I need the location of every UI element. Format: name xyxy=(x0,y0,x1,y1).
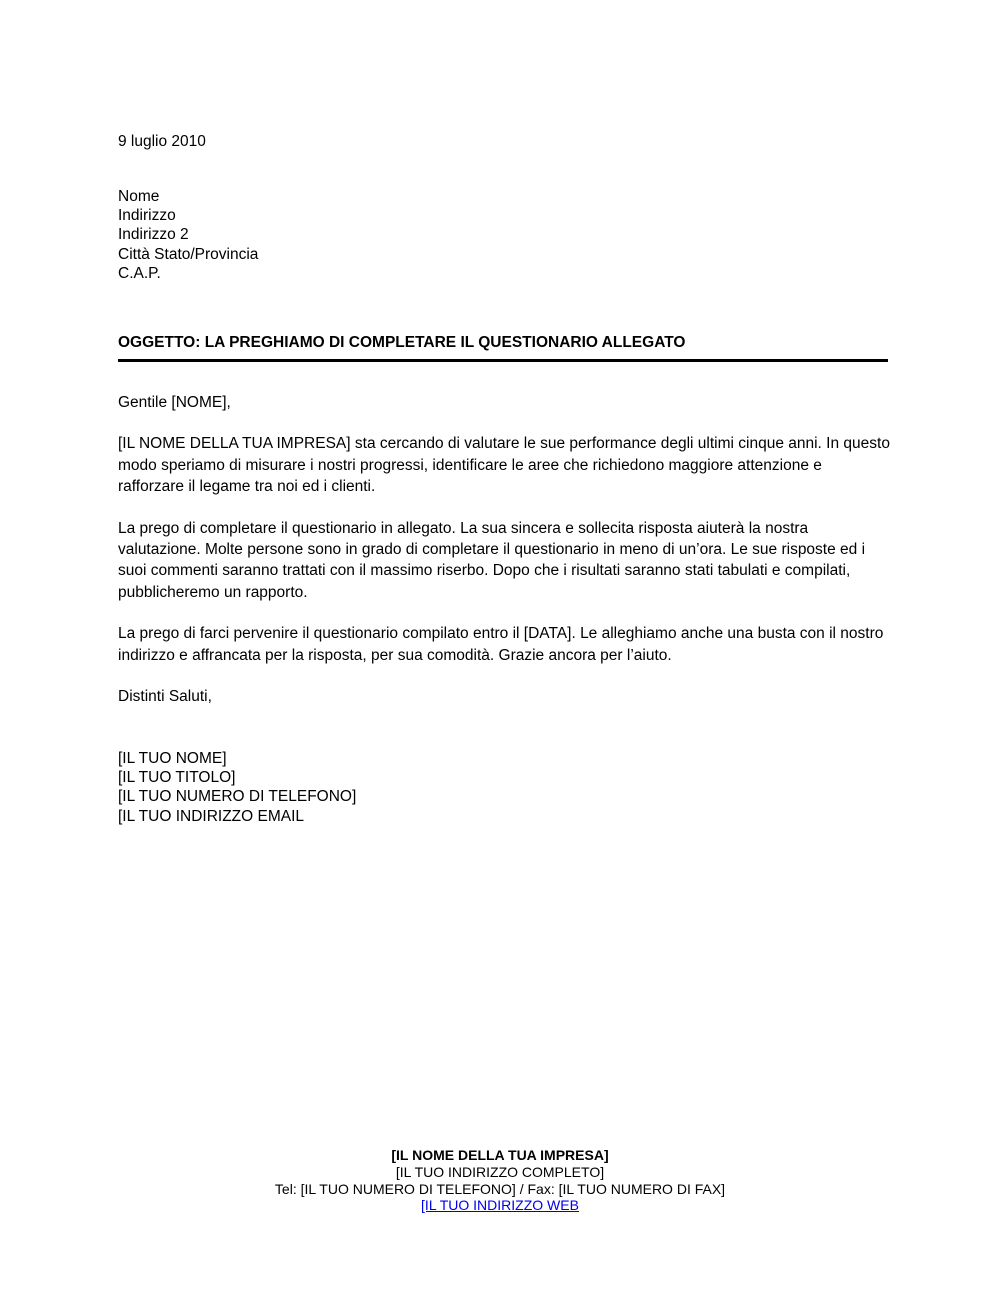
footer-company-name: [IL NOME DELLA TUA IMPRESA] xyxy=(391,1147,609,1163)
address-line: Nome xyxy=(118,188,160,205)
address-line: Indirizzo 2 xyxy=(118,226,189,244)
signature-line: [IL TUO TITOLO] xyxy=(118,769,236,787)
letter-body xyxy=(118,392,890,707)
closing-line: Distinti Saluti, xyxy=(118,688,212,706)
body-paragraph: [IL NOME DELLA TUA IMPRESA] sta cercando di valutare le sue performance degli ultimi cinque anni. In questo modo speriamo di misurare i nostri progressi, identificare le aree che richiedono maggiore attenzione e rafforzare il legame tra noi ed i clienti. xyxy=(118,435,890,496)
subject-line: OGGETTO: LA PREGHIAMO DI COMPLETARE IL QUESTIONARIO ALLEGATO xyxy=(118,334,686,351)
body-paragraph: La prego di farci pervenire il questionario compilato entro il [DATA]. Le alleghiamo anche una busta con il nostro indirizzo e affrancata per la risposta, per sua comodità. Grazie ancora per l’aiuto. xyxy=(118,625,884,664)
salutation: Gentile [NOME], xyxy=(118,394,231,411)
footer-address: [IL TUO INDIRIZZO COMPLETO] xyxy=(395,1163,605,1180)
page-footer xyxy=(0,1147,1000,1214)
recipient-address-block xyxy=(118,187,258,283)
subject-section xyxy=(118,333,888,362)
address-line: C.A.P. xyxy=(118,264,161,282)
subject-divider xyxy=(118,359,888,362)
address-line: Indirizzo xyxy=(118,207,176,225)
signature-line: [IL TUO NOME] xyxy=(118,750,227,767)
body-paragraph: La prego di completare il questionario in allegato. La sua sincera e sollecita risposta aiuterà la nostra valutazione. Molte persone sono in grado di completare il questionario in meno di un’ora. Le sue risposte ed i suoi commenti saranno trattati con il massimo riserbo. Dopo che i risultati saranno stati tabulati e compilati, pubblicheremo un rapporto. xyxy=(118,519,866,601)
letter-date: 9 luglio 2010 xyxy=(118,133,206,150)
footer-contact: Tel: [IL TUO NUMERO DI TELEFONO] / Fax: [IL TUO NUMERO DI FAX] xyxy=(274,1180,726,1197)
signature-line: [IL TUO INDIRIZZO EMAIL xyxy=(118,807,305,825)
signature-block xyxy=(118,749,356,826)
signature-line: [IL TUO NUMERO DI TELEFONO] xyxy=(118,788,357,806)
footer-website-link[interactable]: [IL TUO INDIRIZZO WEB xyxy=(421,1197,579,1214)
address-line: Città Stato/Provincia xyxy=(118,245,259,263)
